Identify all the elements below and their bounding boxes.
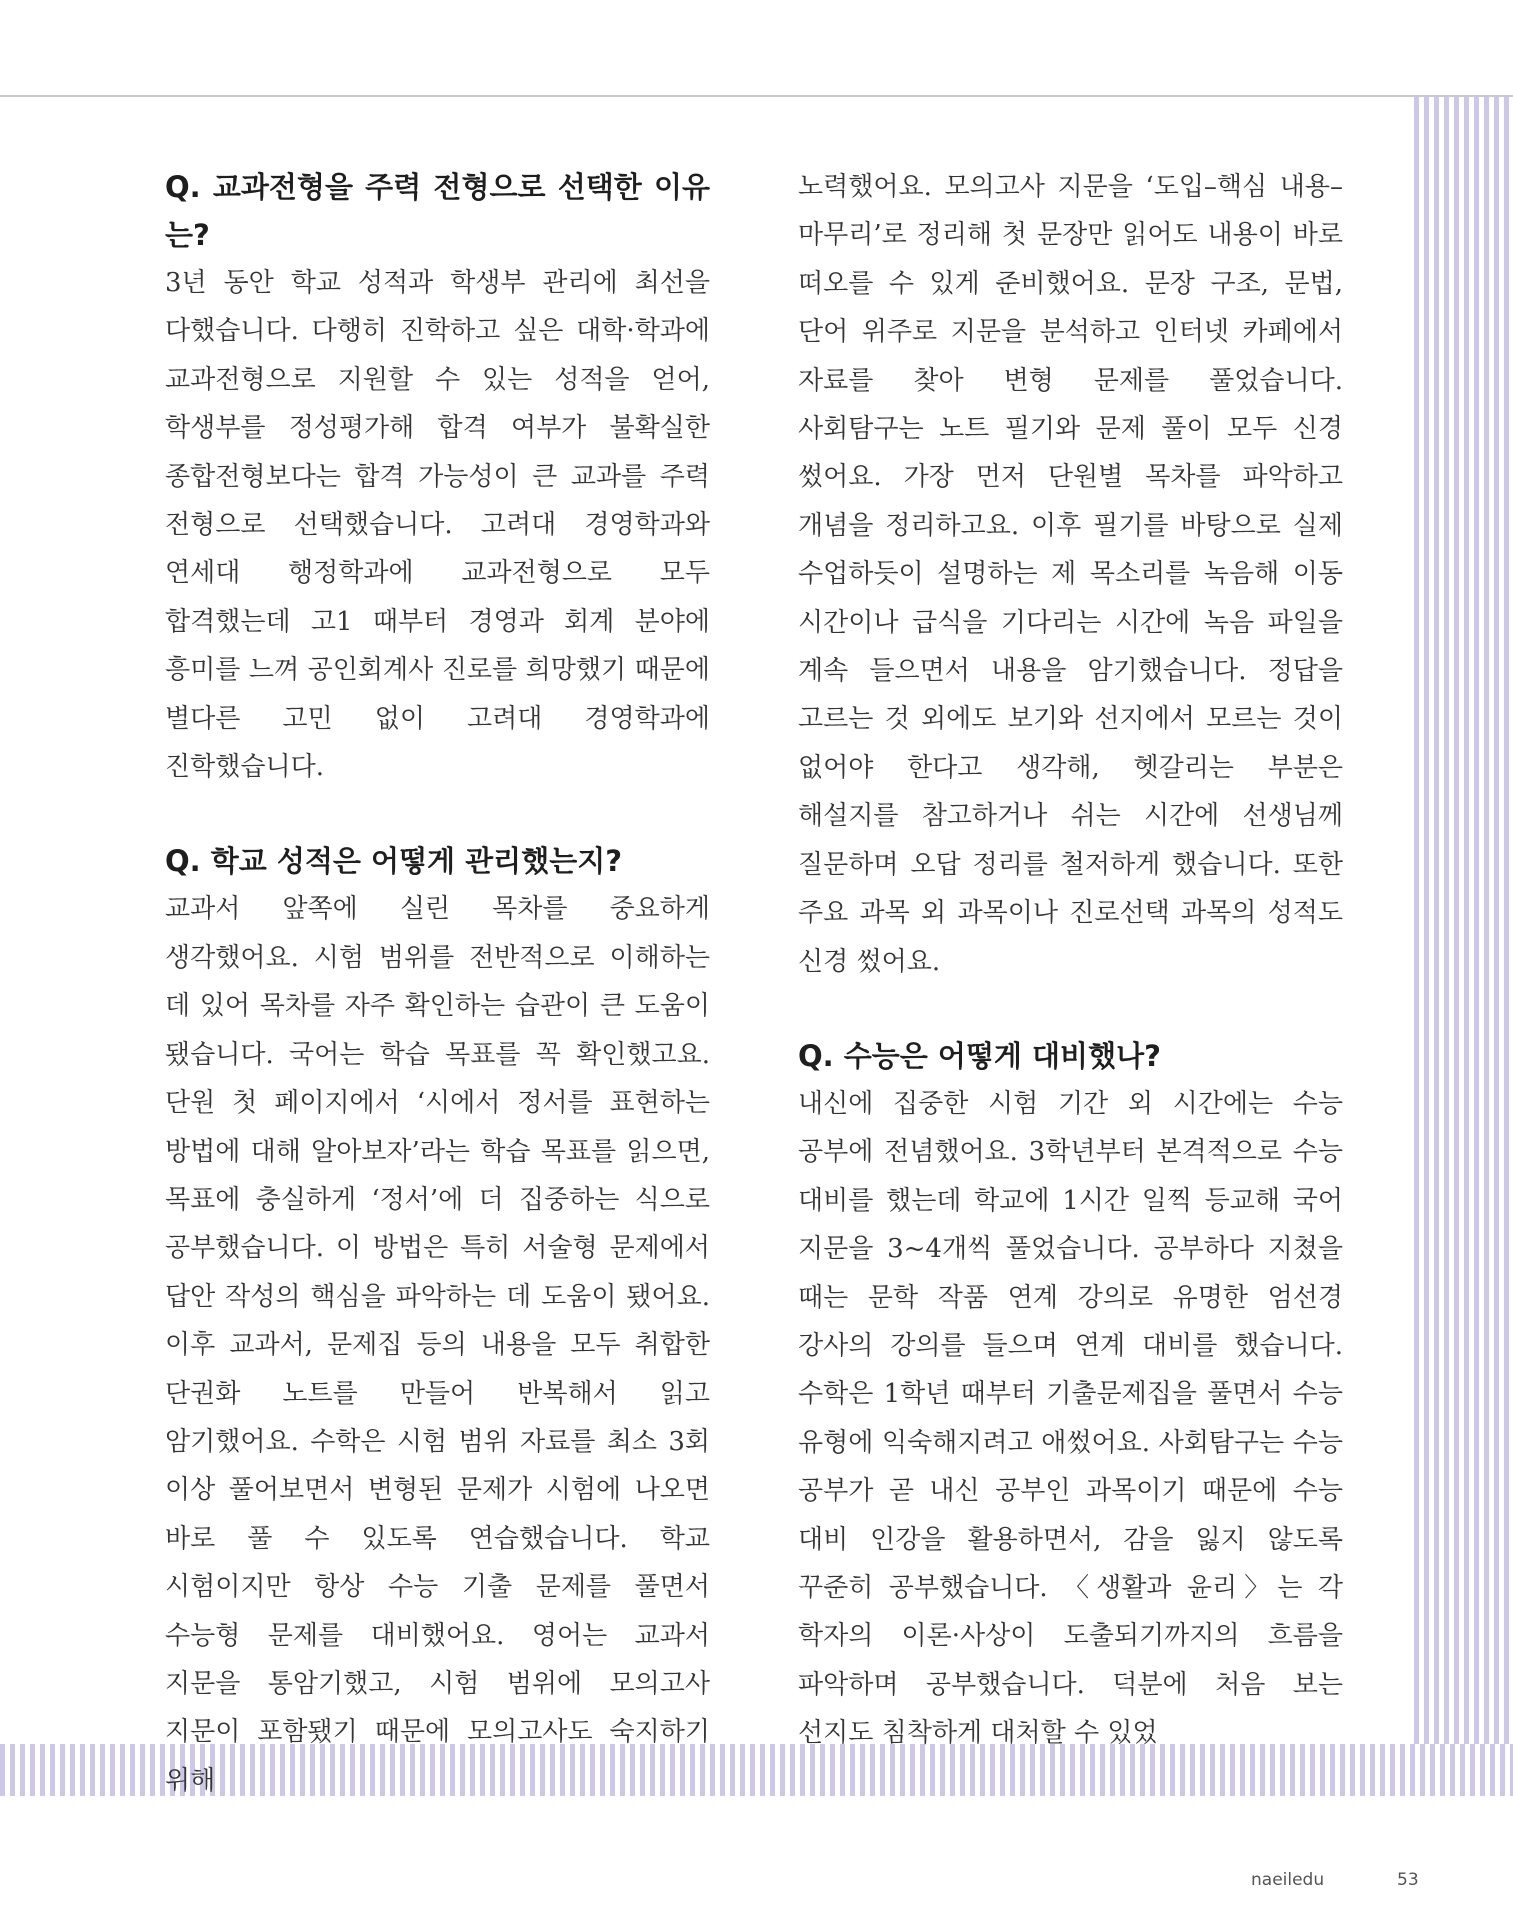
answer-paragraph: 3년 동안 학교 성적과 학생부 관리에 최선을 다했습니다. 다행히 진학하고 싶은 대학·학과에 교과전형으로 지원할 수 있는 성적을 얻어, 학생부를 정성평가해 합격 여부가 불확실한 종합전형보다는 합격 가능성이 큰 교과를 주력 전형으로 선택했습니다. 고려대 경영학과와 연세대 행정학과에 교과전형으로 모두 합격했는데 고1 때부터 경영과 회계 분야에 흥미를 느껴 공인회계사 진로를 희망했기 때문에 별다른 고민 없이 고려대 경영학과에 진학했습니다. [165, 268, 710, 783]
question-heading: Q. 수능은 어떻게 대비했나? [798, 1038, 1161, 1073]
right-column [798, 163, 1343, 1758]
answer-paragraph: 교과서 앞쪽에 실린 목차를 중요하게 생각했어요. 시험 범위를 전반적으로 이해하는 데 있어 목차를 자주 확인하는 습관이 큰 도움이 됐습니다. 국어는 학습 목표를 꼭 확인했고요. 단원 첫 페이지에서 ‘시에서 정서를 표현하는 방법에 대해 알아보자’라는 학습 목표를 읽으면, 목표에 충실하게 ‘정서’에 더 집중하는 식으로 공부했습니다. 이 방법은 특히 서술형 문제에서 답안 작성의 핵심을 파악하는 데 도움이 됐어요. 이후 교과서, 문제집 등의 내용을 모두 취합한 단권화 노트를 만들어 반복해서 읽고 암기했어요. 수학은 시험 범위 자료를 최소 3회 이상 풀어보면서 변형된 문제가 시험에 나오면 바로 풀 수 있도록 연습했습니다. 학교 시험이지만 항상 수능 기출 문제를 풀면서 수능형 문제를 대비했어요. 영어는 교과서 지문을 통암기했고, 시험 범위에 모의고사 지문이 포함됐기 때문에 모의고사도 숙지하기 위해 [165, 894, 710, 1796]
question-heading: Q. 학교 성적은 어떻게 관리했는지? [165, 844, 623, 879]
right-stripe-decoration [1414, 97, 1513, 1795]
footer-brand: naeiledu [1251, 1870, 1325, 1890]
answer-paragraph: 내신에 집중한 시험 기간 외 시간에는 수능 공부에 전념했어요. 3학년부터 본격적으로 수능 대비를 했는데 학교에 1시간 일찍 등교해 국어 지문을 3~4개씩 풀었습니다. 공부하다 지쳤을 때는 문학 작품 연계 강의로 유명한 엄선경 강사의 강의를 들으며 연계 대비를 했습니다. 수학은 1학년 때부터 기출문제집을 풀면서 수능 유형에 익숙해지려고 애썼어요. 사회탐구는 수능 공부가 곧 내신 공부인 과목이기 때문에 수능 대비 인강을 활용하면서, 감을 잃지 않도록 꾸준히 공부했습니다. 〈생활과 윤리〉는 각 학자의 이론·사상이 도출되기까지의 흐름을 파악하며 공부했습니다. 덕분에 처음 보는 선지도 침착하게 대처할 수 있었 [798, 1088, 1343, 1749]
page-number: 53 [1397, 1870, 1419, 1890]
left-column [165, 163, 710, 1805]
answer-paragraph-continued: 노력했어요. 모의고사 지문을 ‘도입–핵심 내용–마무리’로 정리해 첫 문장만 읽어도 내용이 바로 떠오를 수 있게 준비했어요. 문장 구조, 문법, 단어 위주로 지문을 분석하고 인터넷 카페에서 자료를 찾아 변형 문제를 풀었습니다. 사회탐구는 노트 필기와 문제 풀이 모두 신경 썼어요. 가장 먼저 단원별 목차를 파악하고 개념을 정리하고요. 이후 필기를 바탕으로 실제 수업하듯이 설명하는 제 목소리를 녹음해 이동 시간이나 급식을 기다리는 시간에 녹음 파일을 계속 들으면서 내용을 암기했습니다. 정답을 고르는 것 외에도 보기와 선지에서 모르는 것이 없어야 한다고 생각해, 헷갈리는 부분은 해설지를 참고하거나 쉬는 시간에 선생님께 질문하며 오답 정리를 철저하게 했습니다. 또한 주요 과목 외 과목이나 진로선택 과목의 성적도 신경 썼어요. [798, 172, 1343, 977]
question-heading: Q. 교과전형을 주력 전형으로 선택한 이유는? [165, 170, 710, 252]
